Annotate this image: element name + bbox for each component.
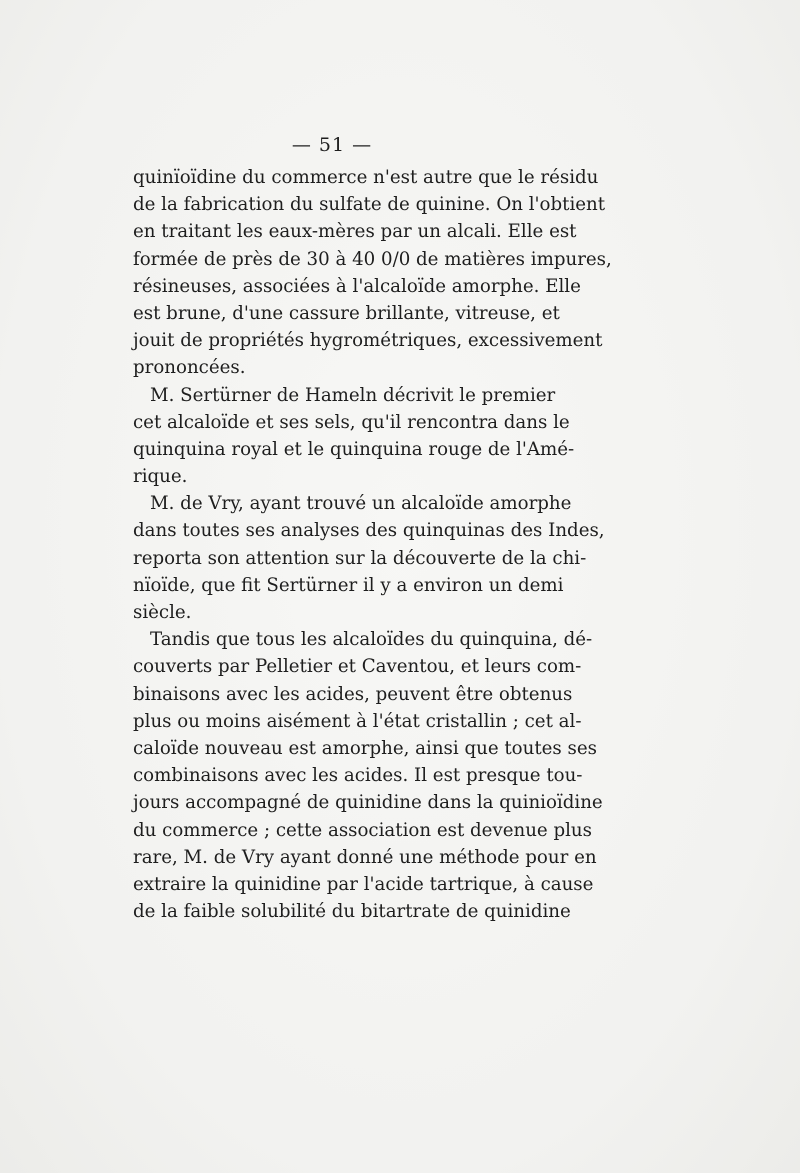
text-line: rare, M. de Vry ayant donné une méthode pour en [133,846,597,868]
text-line: de la fabrication du sulfate de quinine. On l'obtient [133,194,606,216]
text-line: combinaisons avec les acides. Il est presque tou- [133,765,583,787]
text-line: reporta son attention sur la découverte de la chi- [133,547,587,569]
text-line: Tandis que tous les alcaloïdes du quinquina, dé- [150,629,593,651]
text-line: du commerce ; cette association est devenue plus [133,819,592,841]
text-line: quinïoïdine du commerce n'est autre que le résidu [133,167,599,188]
text-line: nïoïde, que fit Sertürner il y a environ un demi [133,574,564,596]
text-line: rique. [133,466,188,488]
text-line: prononcées. [133,357,246,379]
text-line: plus ou moins aisément à l'état cristallin ; cet al- [133,710,582,732]
text-line: formée de près de 30 à 40 0/0 de matières impures, [133,248,612,270]
text-line: caloïde nouveau est amorphe, ainsi que toutes ses [133,737,597,759]
text-line: M. de Vry, ayant trouvé un alcaloïde amorphe [150,493,572,515]
text-line: extraire la quinidine par l'acide tartrique, à cause [133,873,594,895]
text-line: en traitant les eaux-mères par un alcali. Elle est [133,221,577,243]
page-number: — 51 — [291,134,373,156]
text-line: binaisons avec les acides, peuvent être obtenus [133,683,573,705]
text-line: couverts par Pelletier et Caventou, et leurs com- [133,656,582,678]
text-line: de la faible solubilité du bitartrate de quinidine [133,901,571,923]
body-text [133,164,612,925]
text-line: siècle. [133,602,192,623]
text-line: cet alcaloïde et ses sels, qu'il rencontra dans le [133,411,570,433]
text-line: M. Sertürner de Hameln décrivit le premier [150,384,556,406]
text-line: quinquina royal et le quinquina rouge de l'Amé- [133,438,575,460]
text-line: résineuses, associées à l'alcaloïde amorphe. Elle [133,275,581,297]
text-line: jouit de propriétés hygrométriques, excessivement [133,330,603,352]
text-line: jours accompagné de quinidine dans la quinioïdine [133,792,603,814]
text-line: dans toutes ses analyses des quinquinas des Indes, [133,520,605,542]
text-line: est brune, d'une cassure brillante, vitreuse, et [133,302,560,324]
